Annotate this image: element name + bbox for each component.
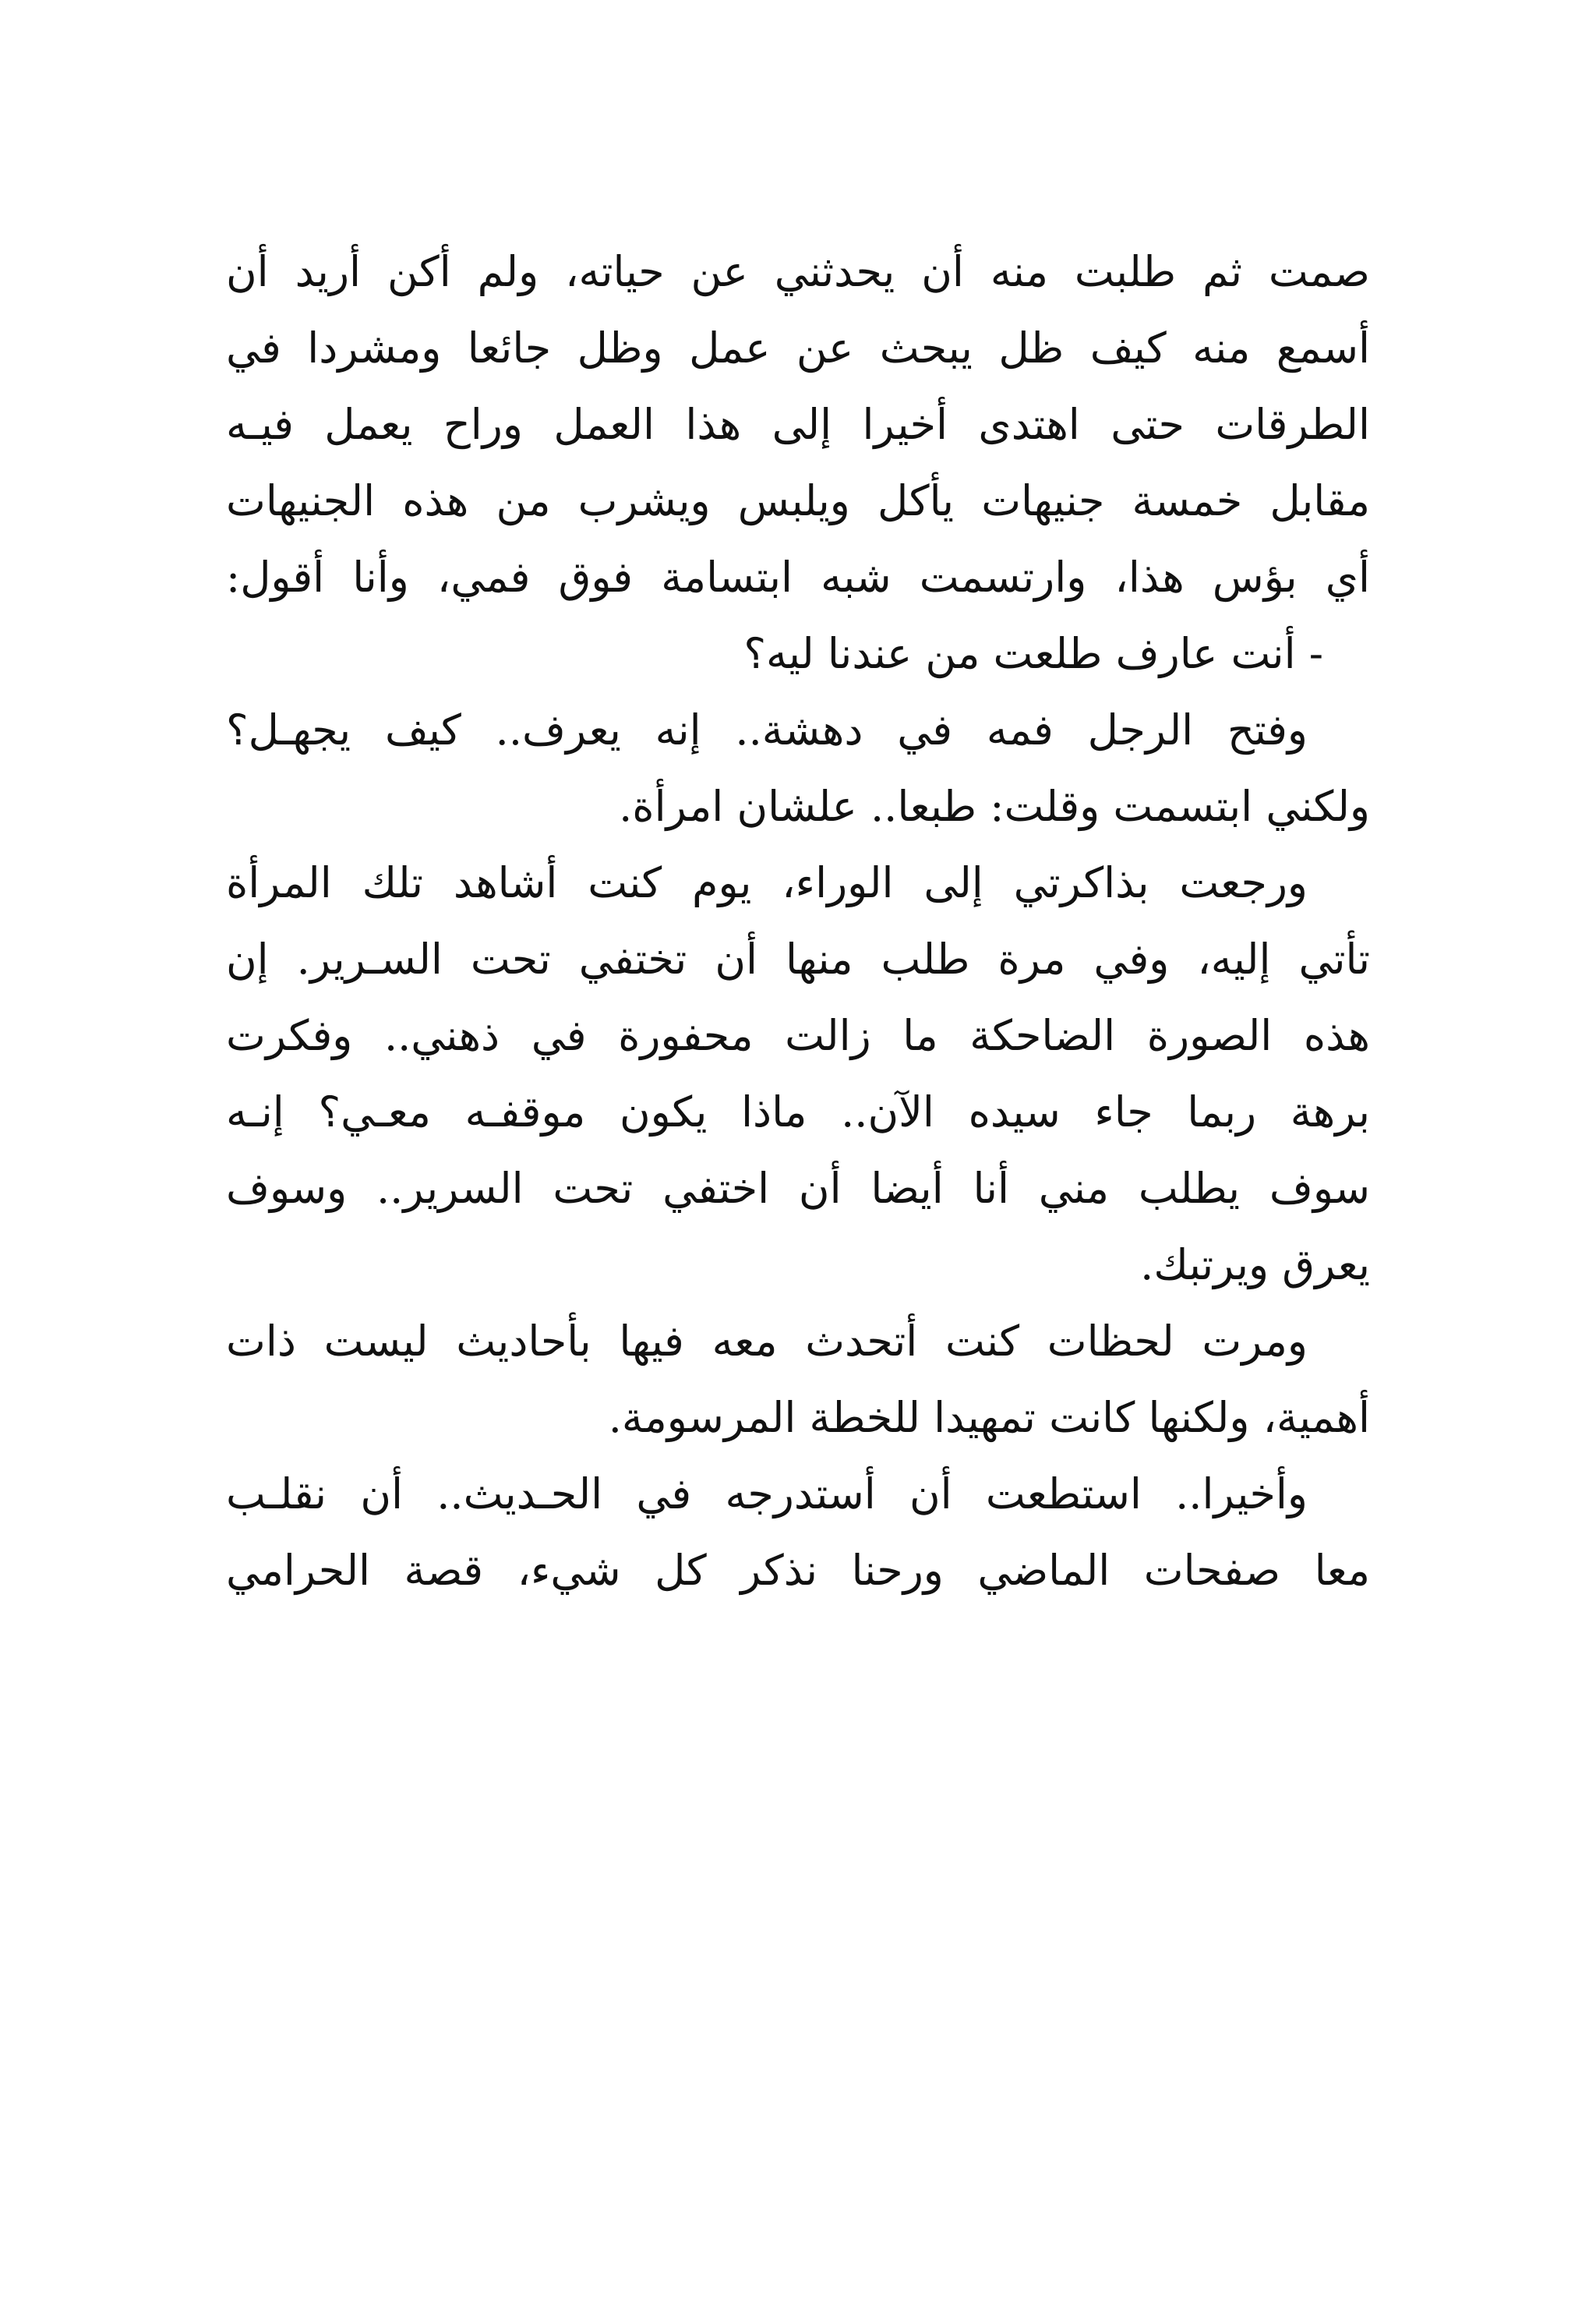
body-text bbox=[226, 234, 1370, 1609]
text-line: الطرقات حتى اهتدى أخيرا إلى هذا العمل وراح يعمل فيـه bbox=[226, 400, 1370, 449]
text-line: ولكني ابتسمت وقلت: طبعا.. علشان امرأة. bbox=[619, 782, 1370, 831]
text-line: تأتي إليه، وفي مرة طلب منها أن تختفي تحت السـرير. إن bbox=[226, 935, 1370, 984]
text-line: مقابل خمسة جنيهات يأكل ويلبس ويشرب من هذه الجنيهات bbox=[226, 476, 1370, 525]
text-line: معا صفحات الماضي ورحنا نذكر كل شيء، قصة الحرامي bbox=[226, 1546, 1370, 1595]
text-line: أهمية، ولكنها كانت تمهيدا للخطة المرسومة. bbox=[608, 1393, 1370, 1442]
text-line: صمت ثم طلبت منه أن يحدثني عن حياته، ولم أكن أريد أن bbox=[226, 247, 1370, 296]
paragraph-start-line: ومرت لحظات كنت أتحدث معه فيها بأحاديث ليست ذات bbox=[226, 1317, 1308, 1366]
text-line: سوف يطلب مني أنا أيضا أن اختفي تحت السرير.. وسوف bbox=[226, 1164, 1370, 1213]
dialogue-line: - أنت عارف طلعت من عندنا ليه؟ bbox=[743, 629, 1323, 678]
text-line: برهة ربما جاء سيده الآن.. ماذا يكون موقفـه معـي؟ إنـه bbox=[226, 1087, 1370, 1137]
paragraph-start-line: وفتح الرجل فمه في دهشة.. إنه يعرف.. كيف يجهـل؟ bbox=[226, 705, 1308, 755]
text-line: يعرق ويرتبك. bbox=[1140, 1240, 1370, 1289]
text-line: هذه الصورة الضاحكة ما زالت محفورة في ذهني.. وفكرت bbox=[226, 1011, 1370, 1060]
text-line: أي بؤس هذا، وارتسمت شبه ابتسامة فوق فمي، وأنا أقول: bbox=[226, 553, 1370, 602]
text-line: أسمع منه كيف ظل يبحث عن عمل وظل جائعا ومشردا في bbox=[226, 323, 1370, 373]
paragraph-start-line: وأخيرا.. استطعت أن أستدرجه في الحـديث.. أن نقلـب bbox=[226, 1469, 1308, 1518]
paragraph-start-line: ورجعت بذاكرتي إلى الوراء، يوم كنت أشاهد تلك المرأة bbox=[226, 858, 1308, 907]
